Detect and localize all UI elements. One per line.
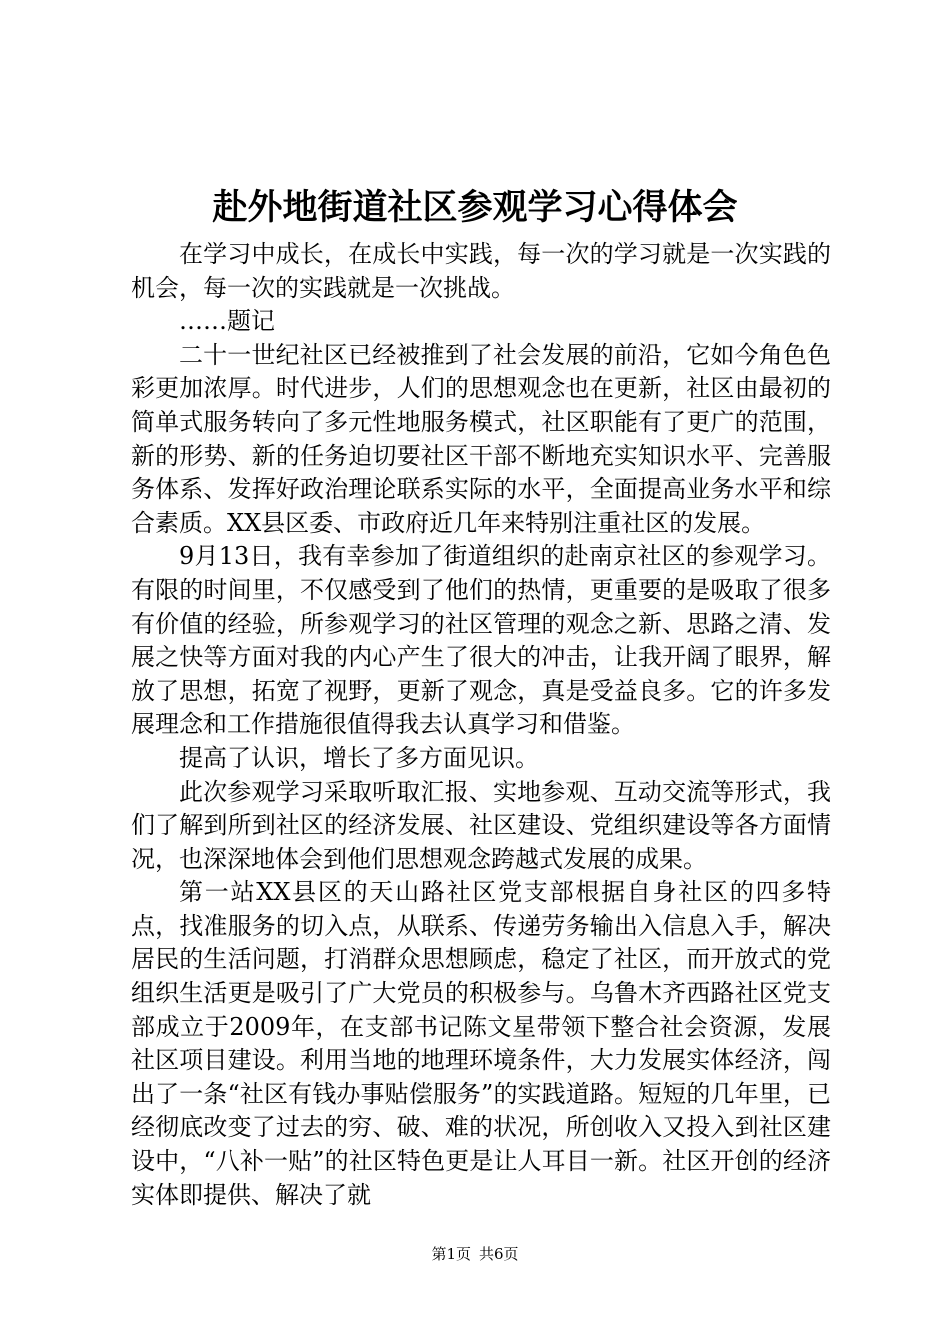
- paragraph-intro: 在学习中成长，在成长中实践，每一次的学习就是一次实践的机会，每一次的实践就是一次挑战。: [131, 240, 831, 302]
- paragraph-first-stop: 第一站XX县区的天山路社区党支部根据自身社区的四多特点，找准服务的切入点，从联系、传递劳务输出入信息入手，解决居民的生活问题，打消群众思想顾虑，稳定了社区，而开放式的党组织生活更是吸引了广大党员的积极参与。乌鲁木齐西路社区党支部成立于2009年，在支部书记陈文星带领下整合社会资源，发展社区项目建设。利用当地的地理环境条件，大力发展实体经济，闯出了一条“社区有钱办事贴偿服务”的实践道路。短短的几年里，已经彻底改变了过去的穷、破、难的状况，所创收入又投入到社区建设中，“八补一贴”的社区特色更是让人耳目一新。社区开创的经济实体即提供、解决了就: [131, 878, 831, 1209]
- document-body: [131, 238, 831, 1212]
- paragraph-background: 二十一世纪社区已经被推到了社会发展的前沿，它如今角色色彩更加浓厚。时代进步，人们的思想观念也在更新，社区由最初的简单式服务转向了多元性地服务模式，社区职能有了更广的范围，新的形势、新的任务迫切要社区干部不断地充实知识水平、完善服务体系、发挥好政治理论联系实际的水平，全面提高业务水平和综合素质。XX县区委、市政府近几年来特别注重社区的发展。: [131, 340, 831, 537]
- page-number: 第1页: [431, 1245, 471, 1263]
- page-total: 共6页: [479, 1245, 519, 1263]
- paragraph-epigraph: ……题记: [179, 307, 275, 336]
- document-title: 赴外地街道社区参观学习心得体会: [212, 187, 738, 228]
- paragraph-format: 此次参观学习采取听取汇报、实地参观、互动交流等形式，我们了解到所到社区的经济发展、社区建设、党组织建设等各方面情况，也深深地体会到他们思想观念跨越式发展的成果。: [131, 777, 831, 873]
- page-footer: [0, 1244, 950, 1264]
- paragraph-visit: 9月13日，我有幸参加了街道组织的赴南京社区的参观学习。有限的时间里，不仅感受到了他们的热情，更重要的是吸取了很多有价值的经验，所参观学习的社区管理的观念之新、思路之清、发展之快等方面对我的内心产生了很大的冲击，让我开阔了眼界，解放了思想，拓宽了视野，更新了观念，真是受益良多。它的许多发展理念和工作措施很值得我去认真学习和借鉴。: [131, 542, 831, 739]
- paragraph-heading: 提高了认识，增长了多方面见识。: [179, 743, 539, 772]
